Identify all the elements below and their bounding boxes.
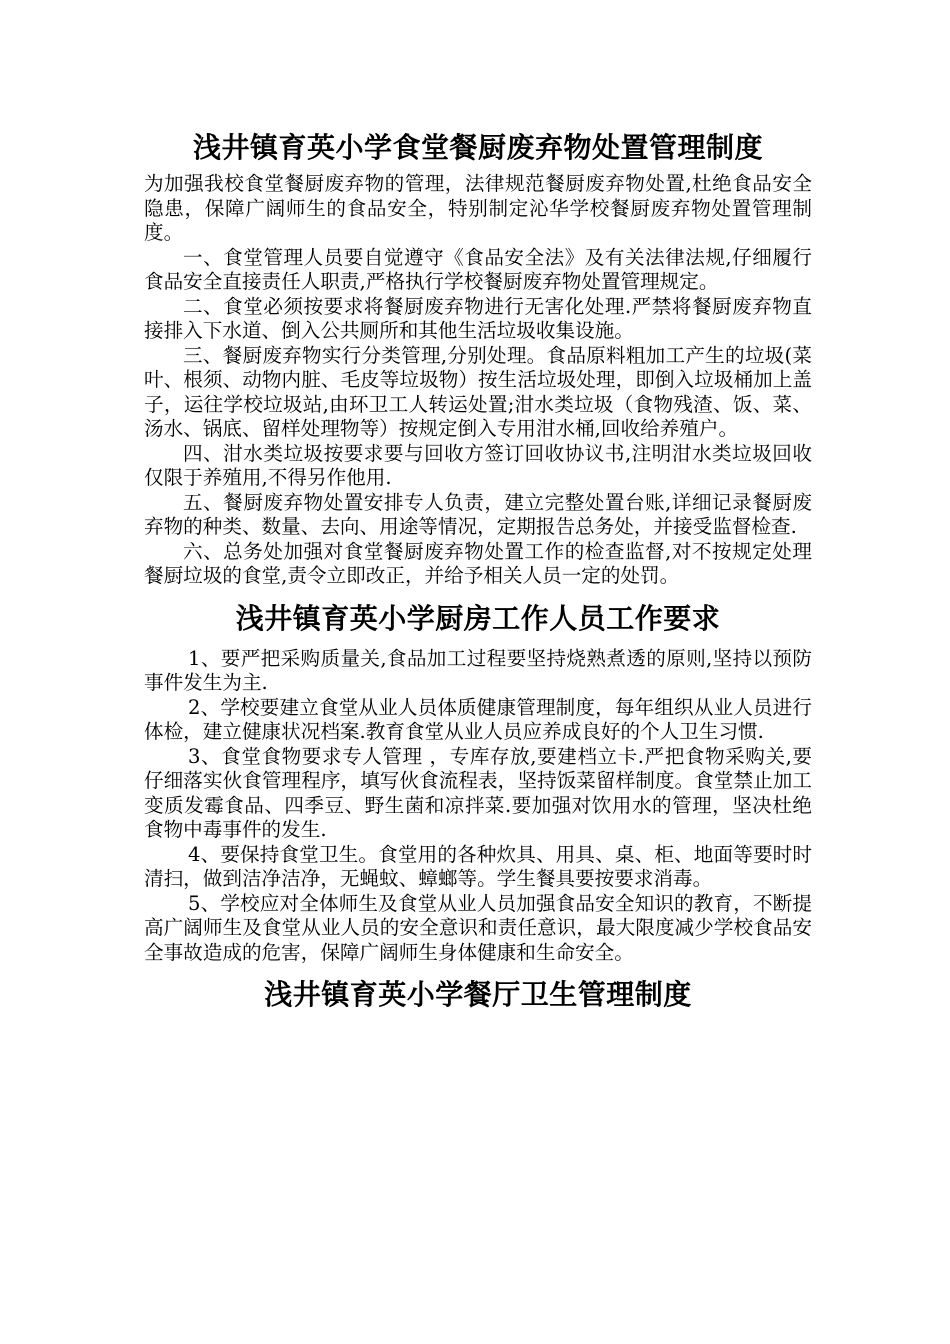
paragraph-requirement-1: 1、要严把采购质量关,食品加工过程要坚持烧熟煮透的原则,坚持以预防事件发生为主.: [144, 646, 812, 694]
paragraph-item-6: 六、总务处加强对食堂餐厨废弃物处置工作的检查监督,对不按规定处理餐厨垃圾的食堂,责令立即改正，并给予相关人员一定的处罚。: [144, 539, 812, 587]
document-page: [144, 128, 812, 1015]
section-title-waste-disposal: 浅井镇育英小学食堂餐厨废弃物处置管理制度: [192, 131, 763, 164]
paragraph-intro: 为加强我校食堂餐厨废弃物的管理，法律规范餐厨废弃物处置,杜绝食品安全隐患，保障广阔师生的食品安全，特别制定沁华学校餐厨废弃物处置管理制度。: [144, 172, 812, 244]
paragraph-item-4: 四、泔水类垃圾按要求要与回收方签订回收协议书,注明泔水类垃圾回收仅限于养殖用,不得另作他用.: [144, 441, 812, 489]
paragraph-item-3: 三、餐厨废弃物实行分类管理,分别处理。食品原料粗加工产生的垃圾(菜叶、根须、动物内脏、毛皮等垃圾物）按生活垃圾处理，即倒入垃圾桶加上盖子，运往学校垃圾站,由环卫工人转运处置;泔水类垃圾（食物残渣、饭、菜、汤水、锅底、留样处理物等）按规定倒入专用泔水桶,回收给养殖户。: [144, 343, 812, 440]
paragraph-item-5: 五、餐厨废弃物处置安排专人负责，建立完整处置台账,详细记录餐厨废弃物的种类、数量、去向、用途等情况，定期报告总务处，并接受监督检查.: [144, 490, 812, 538]
paragraph-requirement-3: 3、食堂食物要求专人管理 ，专库存放,要建档立卡.严把食物采购关,要仔细落实伙食管理程序，填写伙食流程表，坚持饭菜留样制度。食堂禁止加工变质发霉食品、四季豆、野生菌和凉拌菜.要加强对饮用水的管理，坚决杜绝食物中毒事件的发生.: [144, 744, 812, 841]
paragraph-item-2: 二、食堂必须按要求将餐厨废弃物进行无害化处理.严禁将餐厨废弃物直接排入下水道、倒入公共厕所和其他生活垃圾收集设施。: [144, 294, 812, 342]
paragraph-requirement-4: 4、要保持食堂卫生。食堂用的各种炊具、用具、桌、柜、地面等要时时清扫，做到洁净洁净，无蝇蚊、蟑螂等。学生餐具要按要求消毒。: [144, 842, 812, 890]
paragraph-item-1: 一、食堂管理人员要自觉遵守《食品安全法》及有关法律法规,仔细履行食品安全直接责任人职责,严格执行学校餐厨废弃物处置管理规定。: [144, 245, 812, 293]
section-title-dining-hygiene: 浅井镇育英小学餐厅卫生管理制度: [264, 978, 692, 1011]
paragraph-requirement-5: 5、学校应对全体师生及食堂从业人员加强食品安全知识的教育，不断提高广阔师生及食堂从业人员的安全意识和责任意识，最大限度减少学校食品安全事故造成的危害，保障广阔师生身体健康和生命安全。: [144, 891, 812, 964]
paragraph-requirement-2: 2、学校要建立食堂从业人员体质健康管理制度，每年组织从业人员进行体检，建立健康状况档案.教育食堂从业人员应养成良好的个人卫生习惯.: [144, 695, 812, 743]
section-title-kitchen-staff: 浅井镇育英小学厨房工作人员工作要求: [235, 601, 721, 635]
